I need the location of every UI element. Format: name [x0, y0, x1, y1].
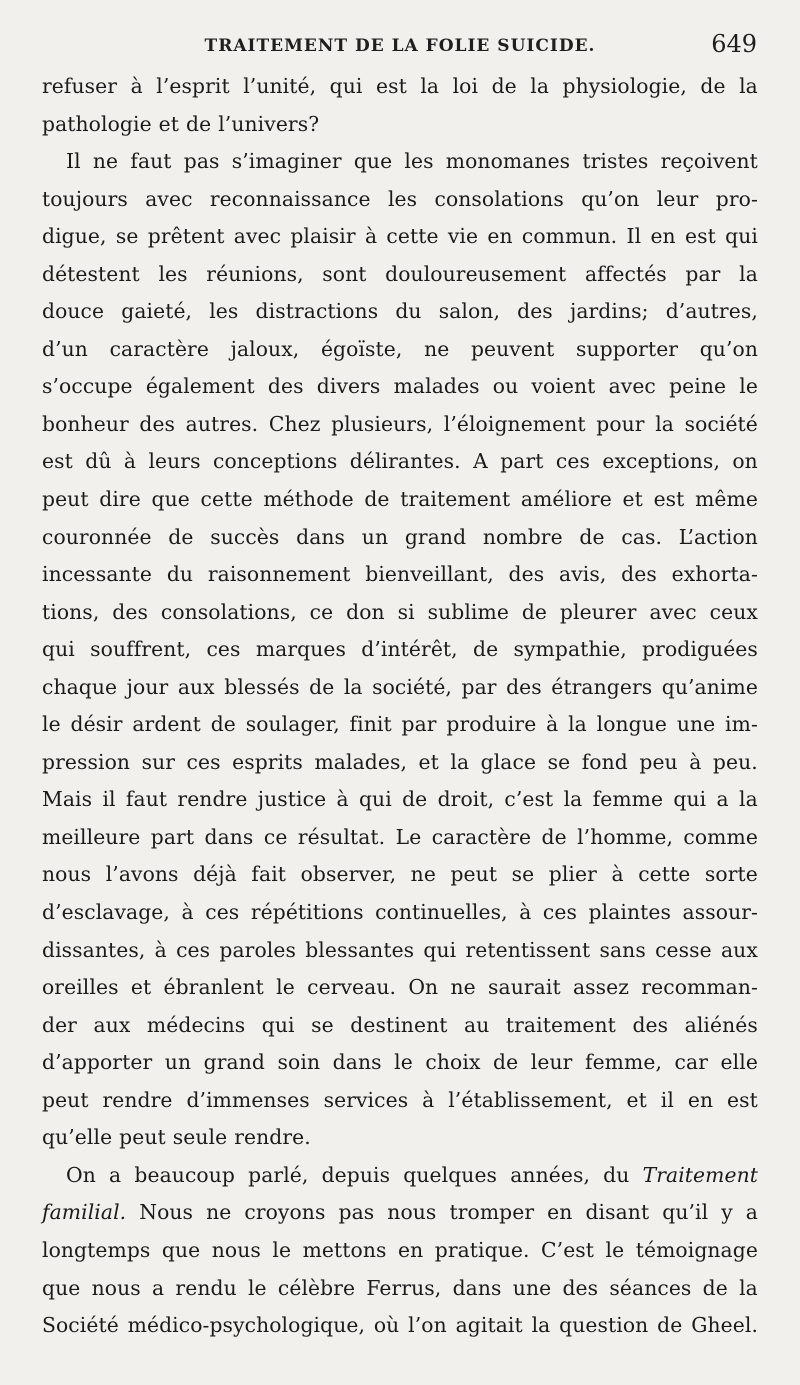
text-line: peut dire que cette méthode de traitement améliore et est même	[42, 487, 758, 512]
text-line: qui souffrent, ces marques d’intérêt, de sympathie, prodiguées	[42, 637, 758, 662]
text-line: détestent les réunions, sont douloureusement affectés par la	[42, 261, 758, 286]
text-line: nous l’avons déjà fait observer, ne peut se plier à cette sorte	[42, 862, 758, 887]
text-line: der aux médecins qui se destinent au traitement des aliénés	[42, 1012, 758, 1037]
text-line: qu’elle peut seule rendre.	[42, 1125, 311, 1150]
text-line: incessante du raisonnement bienveillant, des avis, des exhorta-	[42, 562, 758, 587]
text-line: d’apporter un grand soin dans le choix de leur femme, car elle	[42, 1050, 758, 1075]
paragraph	[42, 143, 758, 1157]
text-line: couronnée de succès dans un grand nombre de cas. L’action	[42, 524, 758, 549]
text-line: chaque jour aux blessés de la société, par des étrangers qu’anime	[42, 674, 758, 699]
text-line: d’esclavage, à ces répétitions continuelles, à ces plaintes assour-	[42, 900, 758, 925]
text-line: d’un caractère jaloux, égoïste, ne peuvent supporter qu’on	[42, 336, 758, 361]
text-line: meilleure part dans ce résultat. Le caractère de l’homme, comme	[42, 824, 758, 849]
running-title: TRAITEMENT DE LA FOLIE SUICIDE.	[204, 36, 596, 56]
text-line: pression sur ces esprits malades, et la glace se fond peu à peu.	[42, 749, 758, 774]
text-line: refuser à l’esprit l’unité, qui est la loi de la physiologie, de la	[42, 74, 758, 98]
text-line: oreilles et ébranlent le cerveau. On ne saurait assez recomman-	[42, 975, 758, 1000]
body-text	[42, 68, 758, 1345]
text-line: douce gaieté, les distractions du salon, des jardins; d’autres,	[42, 299, 758, 324]
text-line: Il ne faut pas s’imaginer que les monomanes tristes reçoivent	[66, 149, 758, 174]
text-line: le désir ardent de soulager, finit par produire à la longue une im-	[42, 712, 758, 737]
text-line: On a beaucoup parlé, depuis quelques années, du Traitement	[66, 1162, 758, 1187]
text-line: Société médico-psychologique, où l’on agitait la question de Gheel.	[42, 1313, 758, 1338]
paragraph	[42, 68, 758, 143]
text-line: est dû à leurs conceptions délirantes. A part ces exceptions, on	[42, 449, 758, 474]
text-line: toujours avec reconnaissance les consolations qu’on leur pro-	[42, 186, 758, 211]
text-line: peut rendre d’immenses services à l’établissement, et il en est	[42, 1087, 758, 1112]
paragraph	[42, 1157, 758, 1345]
text-line: dissantes, à ces paroles blessantes qui retentissent sans cesse aux	[42, 937, 758, 962]
page-header	[0, 30, 800, 62]
text-line: bonheur des autres. Chez plusieurs, l’éloignement pour la société	[42, 411, 758, 436]
text-line: que nous a rendu le célèbre Ferrus, dans une des séances de la	[42, 1275, 758, 1300]
text-line: s’occupe également des divers malades ou voient avec peine le	[42, 374, 758, 399]
text-line: familial. Nous ne croyons pas nous tromper en disant qu’il y a	[42, 1200, 758, 1225]
text-line: tions, des consolations, ce don si sublime de pleurer avec ceux	[42, 599, 758, 624]
page-number: 649	[711, 30, 757, 58]
text-line: longtemps que nous le mettons en pratique. C’est le témoignage	[42, 1237, 758, 1262]
text-line: digue, se prêtent avec plaisir à cette vie en commun. Il en est qui	[42, 224, 758, 249]
text-line: pathologie et de l’univers?	[42, 111, 320, 136]
text-line: Mais il faut rendre justice à qui de droit, c’est la femme qui a la	[42, 787, 758, 812]
